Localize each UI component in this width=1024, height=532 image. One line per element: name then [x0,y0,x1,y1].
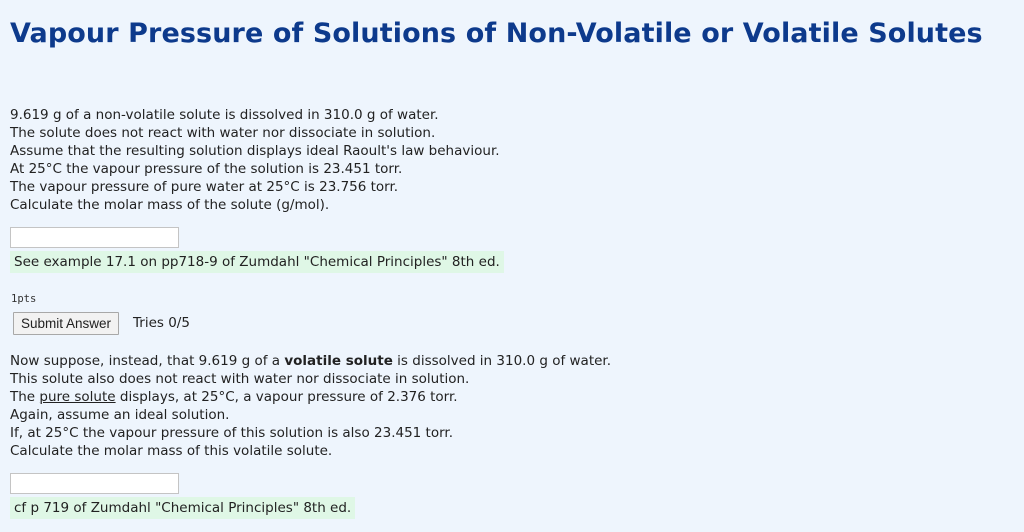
question-2-line: Calculate the molar mass of this volatile solute. [10,443,333,459]
question-2-line [10,388,611,406]
question-1-line: At 25°C the vapour pressure of the solution is 23.451 torr. [10,161,403,177]
q2-line1-bold: volatile solute [284,353,393,369]
question-1-line: The solute does not react with water nor dissociate in solution. [10,125,436,141]
question-1-line: The vapour pressure of pure water at 25°C is 23.756 torr. [10,179,399,195]
page-title: Vapour Pressure of Solutions of Non-Volatile or Volatile Solutes [10,18,983,49]
points-label: 1pts [11,293,37,305]
q2-line3-post: displays, at 25°C, a vapour pressure of 2.376 torr. [115,389,458,405]
question-1-line: Calculate the molar mass of the solute (g/mol). [10,197,330,213]
q2-line3-underline: pure solute [39,389,116,405]
question-2-line: Again, assume an ideal solution. [10,407,230,423]
answer-2-input[interactable] [10,473,179,494]
hint-1: See example 17.1 on pp718-9 of Zumdahl "Chemical Principles" 8th ed. [10,251,504,273]
tries-counter: Tries 0/5 [133,315,190,331]
q2-line1-post: is dissolved in 310.0 g of water. [392,353,612,369]
question-2-line: This solute also does not react with water nor dissociate in solution. [10,371,470,387]
question-1-line: Assume that the resulting solution displays ideal Raoult's law behaviour. [10,143,500,159]
question-2-text [10,352,611,460]
q2-line3-pre: The [10,389,40,405]
answer-1-input[interactable] [10,227,179,248]
question-1-line: 9.619 g of a non-volatile solute is dissolved in 310.0 g of water. [10,107,439,123]
question-1-text [10,106,500,214]
hint-2: cf p 719 of Zumdahl "Chemical Principles" 8th ed. [10,497,355,519]
question-2-line [10,352,611,370]
question-2-line: If, at 25°C the vapour pressure of this solution is also 23.451 torr. [10,425,454,441]
submit-answer-button[interactable]: Submit Answer [13,312,119,335]
q2-line1-pre: Now suppose, instead, that 9.619 g of a [10,353,285,369]
